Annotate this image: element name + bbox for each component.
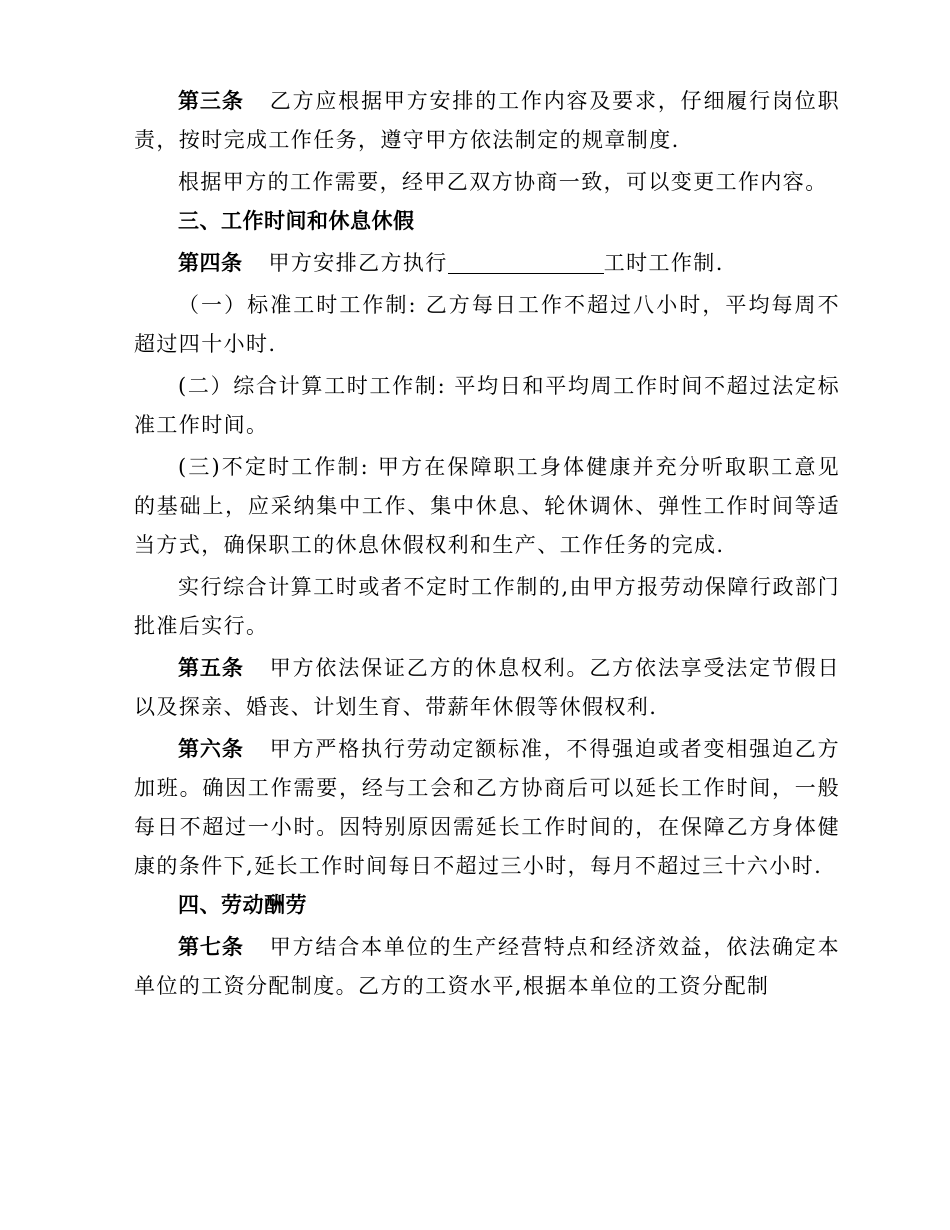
section-3-heading: 三、工作时间和休息休假 bbox=[178, 209, 415, 233]
article-5-label: 第五条 bbox=[178, 656, 244, 680]
work-hour-system-blank bbox=[448, 251, 604, 274]
article-7-label: 第七条 bbox=[178, 935, 244, 959]
article-4-label: 第四条 bbox=[178, 251, 243, 275]
article-6 bbox=[134, 730, 840, 886]
article-7 bbox=[134, 928, 840, 1006]
article-6-text: 甲方严格执行劳动定额标准，不得强迫或者变相强迫乙方加班。确因工作需要，经与工会和乙方协商后可以延长工作时间，一般每日不超过一小时。因特别原因需延长工作时间的，在保障乙方身体健康的条件下,延长工作时间每日不超过三小时，每月不超过三十六小时. bbox=[134, 737, 841, 878]
article-4-text-after: 工时工作制. bbox=[603, 251, 724, 275]
article-3-paragraph-2: 根据甲方的工作需要，经甲乙双方协商一致，可以变更工作内容。 bbox=[178, 170, 828, 194]
article-3-label: 第三条 bbox=[178, 89, 244, 113]
article-4-note: 实行综合计算工时或者不定时工作制的,由甲方报劳动保障行政部门批准后实行。 bbox=[134, 575, 840, 638]
article-3-text: 乙方应根据甲方安排的工作内容及要求，仔细履行岗位职责，按时完成工作任务，遵守甲方依法制定的规章制度. bbox=[134, 89, 841, 152]
section-4-heading: 四、劳动酬劳 bbox=[178, 893, 307, 917]
article-4-text-before: 甲方安排乙方执行 bbox=[268, 251, 448, 275]
article-4-item-1: （一）标准工时工作制: 乙方每日工作不超过八小时，平均每周不超过四十小时. bbox=[134, 293, 840, 356]
article-5-text: 甲方依法保证乙方的休息权利。乙方依法享受法定节假日以及探亲、婚丧、计划生育、带薪年休假等休假权利. bbox=[134, 656, 841, 719]
article-7-text: 甲方结合本单位的生产经营特点和经济效益，依法确定本单位的工资分配制度。乙方的工资水平,根据本单位的工资分配制 bbox=[134, 935, 841, 998]
document-page bbox=[134, 82, 840, 1006]
article-4 bbox=[134, 244, 840, 283]
article-4-item-3: (三)不定时工作制: 甲方在保障职工身体健康并充分听取职工意见的基础上，应采纳集中工作、集中休息、轮休调休、弹性工作时间等适当方式，确保职工的休息休假权利和生产、工作任务的完成. bbox=[134, 455, 840, 557]
article-4-item-2: (二）综合计算工时工作制: 平均日和平均周工作时间不超过法定标准工作时间。 bbox=[134, 374, 840, 437]
article-6-label: 第六条 bbox=[178, 737, 244, 761]
article-3 bbox=[134, 82, 840, 160]
article-5 bbox=[134, 649, 840, 727]
